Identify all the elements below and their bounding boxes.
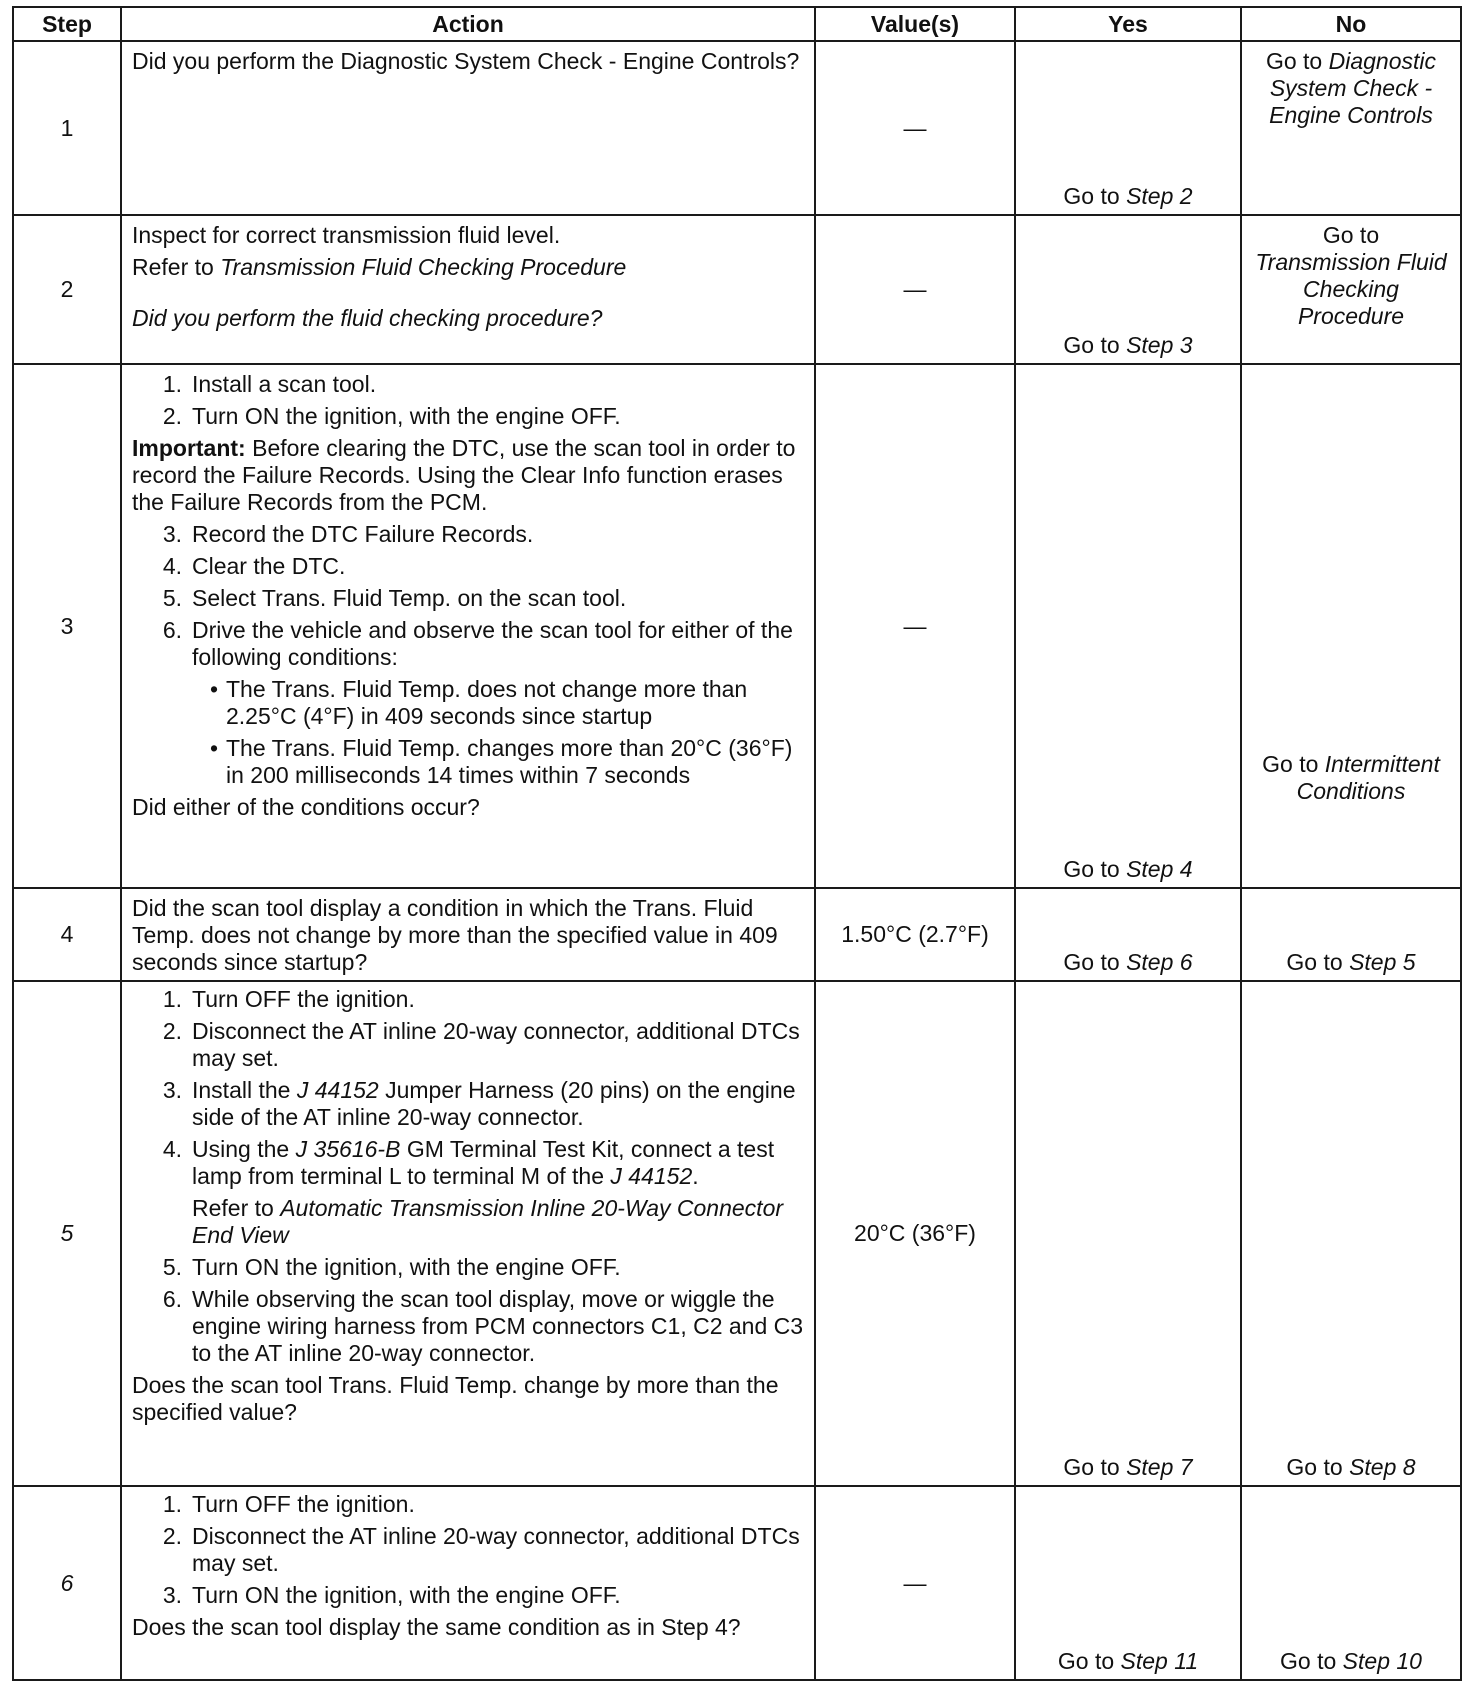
list-item: 6. While observing the scan tool display, move or wiggle the engine wiring harness from PCM connectors C1, C2 and C3 to the AT inline 20-way connector.: [162, 1286, 804, 1366]
diagnostic-table: [12, 6, 1462, 1681]
list-item: 4. Clear the DTC.: [162, 553, 346, 579]
yes-link[interactable]: Go to Step 3: [1063, 332, 1193, 358]
table-row: [13, 364, 1461, 888]
value-cell: 1.50°C (2.7°F): [815, 888, 1015, 981]
yes-link[interactable]: Go to Step 7: [1063, 1454, 1193, 1480]
action-text: Inspect for correct transmission fluid level.: [132, 222, 561, 248]
action-list: [132, 371, 808, 430]
step-number: 5: [13, 981, 121, 1486]
yes-link[interactable]: Go to Step 11: [1057, 1648, 1199, 1674]
yes-link[interactable]: Go to Step 2: [1063, 183, 1193, 209]
table-row: [13, 888, 1461, 981]
list-item: 1. Turn OFF the ignition.: [162, 1491, 415, 1517]
bullet-icon: •: [209, 735, 218, 761]
table-row: [13, 41, 1461, 215]
condition-bullets: [132, 676, 808, 789]
important-note: Important: Before clearing the DTC, use the scan tool in order to record the Failure Records. Using the Clear Info function erases the Failure Records from the PCM.: [132, 435, 796, 515]
list-item: 5. Turn ON the ignition, with the engine OFF.: [162, 1254, 621, 1280]
tool-reference: J 35616-B: [295, 1136, 401, 1162]
yes-link[interactable]: Go to Step 4: [1063, 856, 1193, 882]
list-item: 2. Disconnect the AT inline 20-way connector, additional DTCs may set.: [162, 1523, 800, 1576]
action-list: [132, 521, 808, 671]
step-number: 4: [13, 888, 121, 981]
yes-cell: [1015, 1486, 1241, 1680]
action-list: [132, 1491, 808, 1609]
list-item: 1. Install a scan tool.: [162, 371, 377, 397]
tool-reference: J 44152: [296, 1077, 379, 1103]
action-cell: [121, 364, 815, 888]
no-cell: [1241, 1486, 1461, 1680]
value-cell: —: [815, 215, 1015, 364]
action-question: Did you perform the Diagnostic System Check - Engine Controls?: [132, 48, 800, 74]
bullet-item: • The Trans. Fluid Temp. does not change more than 2.25°C (4°F) in 409 seconds since startup: [132, 676, 808, 730]
value-cell: 20°C (36°F): [815, 981, 1015, 1486]
value-cell: —: [815, 364, 1015, 888]
diagnostic-page: [12, 6, 1460, 1681]
refer-link[interactable]: Transmission Fluid Checking Procedure: [220, 254, 627, 280]
list-item: 3. Turn ON the ignition, with the engine OFF.: [162, 1582, 621, 1608]
list-item: 3. Install the J 44152 Jumper Harness (20 pins) on the engine side of the AT inline 20-way connector.: [162, 1077, 796, 1130]
step-number: 2: [13, 215, 121, 364]
no-cell: [1241, 215, 1461, 364]
value-cell: —: [815, 1486, 1015, 1680]
list-item: 3. Record the DTC Failure Records.: [162, 521, 534, 547]
value-cell: —: [815, 41, 1015, 215]
tool-reference: J 44152: [610, 1163, 693, 1189]
action-cell: [121, 888, 815, 981]
list-item: 5. Select Trans. Fluid Temp. on the scan tool.: [162, 585, 627, 611]
step-number: 6: [13, 1486, 121, 1680]
action-cell: [121, 215, 815, 364]
list-item: 2. Turn ON the ignition, with the engine OFF.: [162, 403, 621, 429]
action-refer: Refer to Automatic Transmission Inline 20-Way Connector End View: [192, 1195, 784, 1248]
yes-cell: [1015, 215, 1241, 364]
no-link[interactable]: Go to Step 8: [1286, 1454, 1416, 1480]
action-list: [132, 986, 808, 1367]
action-question: Does the scan tool display the same condition as in Step 4?: [132, 1614, 741, 1640]
no-cell: [1241, 364, 1461, 888]
no-link[interactable]: Go to Diagnostic System Check - Engine Controls: [1265, 48, 1437, 128]
header-action: Action: [121, 7, 815, 41]
header-step: Step: [13, 7, 121, 41]
no-link[interactable]: Go to Step 5: [1286, 949, 1416, 975]
header-row: [13, 7, 1461, 41]
yes-link[interactable]: Go to Step 6: [1063, 949, 1193, 975]
no-cell: [1241, 888, 1461, 981]
action-cell: [121, 1486, 815, 1680]
step-number: 1: [13, 41, 121, 215]
action-question: Does the scan tool Trans. Fluid Temp. change by more than the specified value?: [132, 1372, 779, 1425]
action-cell: [121, 41, 815, 215]
header-values: Value(s): [815, 7, 1015, 41]
no-cell: [1241, 981, 1461, 1486]
list-item: 2. Disconnect the AT inline 20-way connector, additional DTCs may set.: [162, 1018, 800, 1071]
no-link[interactable]: Go to Intermittent Conditions: [1262, 751, 1440, 804]
list-item: 4. Using the J 35616-B GM Terminal Test Kit, connect a test lamp from terminal L to terminal M of the J 44152. Refer to Automatic Transmission Inline 20-Way Connector End View: [132, 1136, 808, 1249]
yes-cell: [1015, 41, 1241, 215]
no-link[interactable]: Go to Transmission Fluid Checking Procedure: [1255, 222, 1447, 329]
step-number: 3: [13, 364, 121, 888]
yes-cell: [1015, 888, 1241, 981]
refer-link[interactable]: Automatic Transmission Inline 20-Way Connector End View: [192, 1195, 784, 1248]
action-refer: Refer to Transmission Fluid Checking Procedure: [132, 254, 627, 280]
table-row: [13, 1486, 1461, 1680]
bullet-item: • The Trans. Fluid Temp. changes more than 20°C (36°F) in 200 milliseconds 14 times within 7 seconds: [132, 735, 808, 789]
table-row: [13, 981, 1461, 1486]
action-cell: [121, 981, 815, 1486]
yes-cell: [1015, 981, 1241, 1486]
action-question: Did the scan tool display a condition in which the Trans. Fluid Temp. does not change by more than the specified value in 409 seconds since startup?: [132, 895, 778, 975]
table-row: [13, 215, 1461, 364]
yes-cell: [1015, 364, 1241, 888]
no-cell: [1241, 41, 1461, 215]
no-link[interactable]: Go to Step 10: [1280, 1648, 1422, 1674]
list-item: 6. Drive the vehicle and observe the scan tool for either of the following conditions:: [162, 617, 793, 670]
bullet-icon: •: [209, 676, 218, 702]
header-no: No: [1241, 7, 1461, 41]
action-question: Did either of the conditions occur?: [132, 794, 480, 820]
list-item: 1. Turn OFF the ignition.: [162, 986, 415, 1012]
action-question: Did you perform the fluid checking procedure?: [132, 305, 603, 331]
header-yes: Yes: [1015, 7, 1241, 41]
